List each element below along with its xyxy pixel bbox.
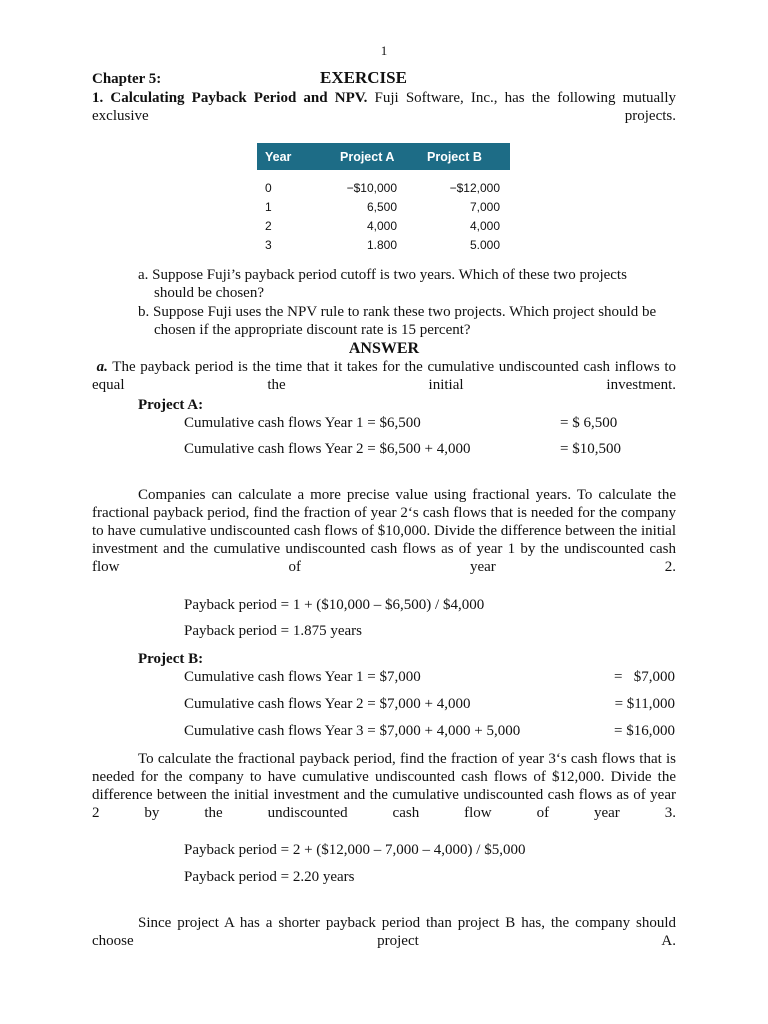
project-b-line-1: Cumulative cash flows Year 1 = $7,000 <box>184 669 421 685</box>
header-year: Year <box>265 149 292 164</box>
conclusion-paragraph: Since project A has a shorter payback period than project B has, the company should choose project A. <box>92 915 676 949</box>
table-row <box>257 235 510 254</box>
answer-a-text: The payback period is the time that it takes for the cumulative undiscounted cash inflows to equal the initial investment. <box>92 359 676 393</box>
project-b-label: Project B: <box>138 651 204 667</box>
cell-project-a: 1.800 <box>366 237 397 252</box>
cell-year: 3 <box>265 237 272 252</box>
header-project-a: Project A <box>340 149 395 164</box>
question-a <box>138 266 658 302</box>
cell-year: 1 <box>265 199 272 214</box>
problem-statement <box>92 89 676 125</box>
cell-year: 2 <box>265 218 272 233</box>
page-number: 1 <box>380 43 388 58</box>
table-row <box>257 178 510 197</box>
answer-heading: ANSWER <box>348 340 420 357</box>
answer-a-paragraph <box>92 358 676 394</box>
project-a-payback-result: Payback period = 1.875 years <box>184 623 362 639</box>
problem-title: 1. Calculating Payback Period and NPV. <box>92 90 368 106</box>
project-b-formula: Payback period = 2 + ($12,000 – 7,000 – 4,000) / $5,000 <box>184 842 526 858</box>
cell-project-a: −$10,000 <box>346 180 397 195</box>
cell-year: 0 <box>265 180 272 195</box>
cell-project-a: 4,000 <box>366 218 397 233</box>
table-header <box>257 143 510 170</box>
projects-table <box>257 143 510 254</box>
cell-project-b: 7,000 <box>469 199 500 214</box>
table-row <box>257 216 510 235</box>
project-b-paragraph: To calculate the fractional payback period, find the fraction of year 3‘s cash flows that is needed for the company to have cumulative undiscounted cash flows of $12,000. Divide the difference between the initial investment and the cumulative undiscounted cash flows as of year 2 by the undiscounted cash flow of year 3. <box>92 751 676 821</box>
question-b <box>138 303 678 339</box>
project-a-formula: Payback period = 1 + ($10,000 – $6,500) / $4,000 <box>184 597 485 613</box>
project-a-result-2: = $10,500 <box>560 441 621 457</box>
cell-project-b: 5.000 <box>469 237 500 252</box>
problem-text: Fuji Software, Inc., has the following mutually exclusive projects. <box>92 90 676 124</box>
cell-project-b: 4,000 <box>469 218 500 233</box>
project-b-result-3: = $16,000 <box>614 723 675 739</box>
cell-project-a: 6,500 <box>366 199 397 214</box>
project-a-line-2: Cumulative cash flows Year 2 = $6,500 + 4,000 <box>184 441 471 457</box>
project-a-label: Project A: <box>138 397 204 413</box>
header-project-b: Project B <box>427 149 482 164</box>
project-b-payback-result: Payback period = 2.20 years <box>184 869 355 885</box>
project-b-line-3: Cumulative cash flows Year 3 = $7,000 + 4,000 + 5,000 <box>184 723 521 739</box>
question-a-text: a. Suppose Fuji’s payback period cutoff is two years. Which of these two projects should be chosen? <box>138 267 627 301</box>
project-b-line-2: Cumulative cash flows Year 2 = $7,000 + 4,000 <box>184 696 471 712</box>
project-b-result-1: = $7,000 <box>614 669 675 685</box>
project-a-paragraph: Companies can calculate a more precise value using fractional years. To calculate the fractional payback period, find the fraction of year 2‘s cash flows that is needed for the company to have cumulative undiscounted cash flows of $10,000. Divide the difference between the initial investment and the cumulative undiscounted cash flows as of year 1 by the undiscounted cash flow of year 2. <box>92 487 676 575</box>
project-a-line-1: Cumulative cash flows Year 1 = $6,500 <box>184 415 421 431</box>
question-b-text: b. Suppose Fuji uses the NPV rule to rank these two projects. Which project should be chosen if the appropriate discount rate is 15 percent? <box>138 304 657 338</box>
chapter-label: Chapter 5: <box>92 71 162 87</box>
table-row <box>257 197 510 216</box>
cell-project-b: −$12,000 <box>449 180 500 195</box>
project-b-result-2: = $11,000 <box>614 696 675 712</box>
answer-a-label: a. <box>96 359 108 375</box>
exercise-title: EXERCISE <box>320 68 407 87</box>
project-a-result-1: = $ 6,500 <box>560 415 618 431</box>
